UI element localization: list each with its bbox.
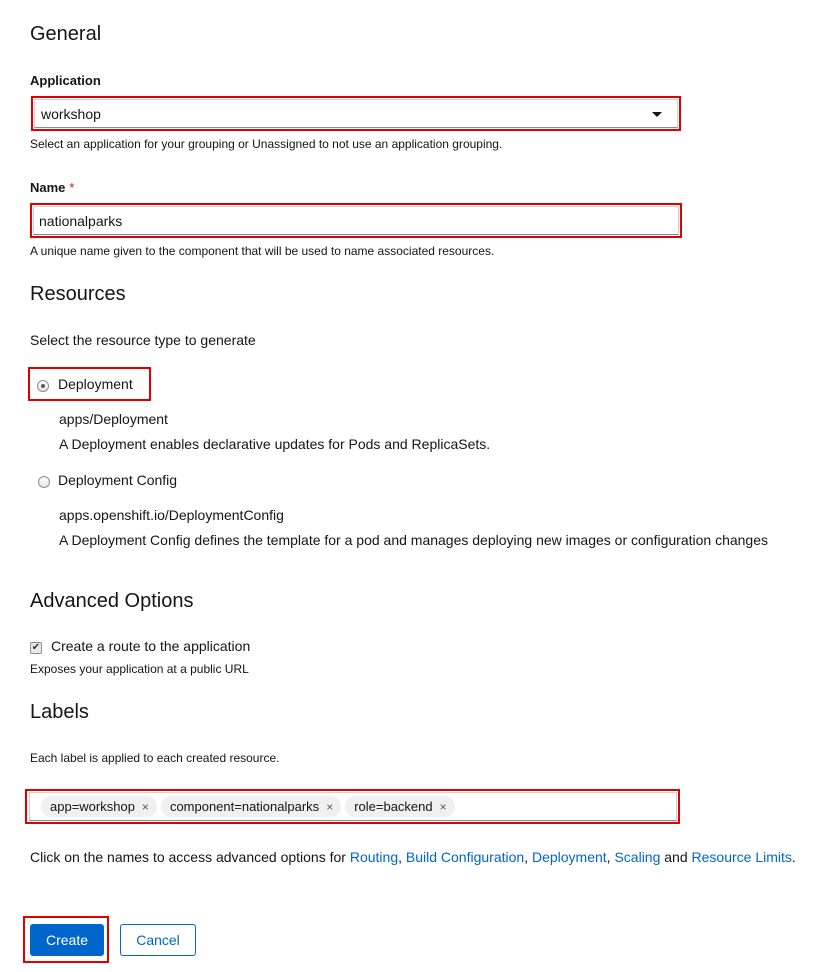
label-chip-text: app=workshop: [50, 799, 135, 814]
section-heading-labels: Labels: [30, 701, 89, 723]
cancel-button[interactable]: Cancel: [120, 924, 196, 956]
radio-deployment-config[interactable]: [38, 476, 50, 488]
application-select-value: workshop: [41, 105, 101, 122]
label-chip-text: component=nationalparks: [169, 799, 320, 814]
required-marker: *: [69, 180, 75, 195]
link-scaling[interactable]: Scaling: [614, 849, 661, 865]
create-button[interactable]: Create: [30, 924, 104, 956]
route-help-text: Exposes your application at a public URL: [30, 662, 249, 676]
close-icon[interactable]: ×: [141, 799, 149, 814]
link-routing[interactable]: Routing: [349, 849, 399, 865]
deployment-description: A Deployment enables declarative updates for Pods and ReplicaSets.: [59, 436, 491, 452]
separator: and: [660, 849, 692, 865]
radio-deployment-label[interactable]: Deployment: [58, 376, 133, 392]
name-label: [30, 180, 74, 195]
labels-help-text: Each label is applied to each created resource.: [30, 751, 280, 765]
separator: ,: [606, 849, 615, 865]
link-resource-limits[interactable]: Resource Limits: [691, 849, 792, 865]
separator: ,: [398, 849, 406, 865]
close-icon[interactable]: ×: [439, 799, 447, 814]
highlight-name: [30, 203, 682, 238]
highlight-deployment: [28, 367, 151, 401]
name-label-text: Name: [30, 180, 66, 195]
label-chip-text: role=backend: [354, 799, 433, 814]
deployment-config-description: A Deployment Config defines the template for a pod and manages deploying new images or configuration changes: [59, 532, 769, 548]
advanced-options-links: [30, 849, 796, 865]
resource-type-prompt: Select the resource type to generate: [30, 332, 256, 348]
application-help-text: Select an application for your grouping or Unassigned to not use an application grouping.: [30, 137, 503, 151]
period: .: [791, 849, 796, 865]
name-input-value: nationalparks: [39, 212, 123, 229]
separator: ,: [524, 849, 532, 865]
radio-deployment-config-label[interactable]: Deployment Config: [58, 472, 178, 488]
advanced-links-prefix: Click on the names to access advanced options for: [30, 849, 350, 865]
deployment-config-api: apps.openshift.io/DeploymentConfig: [59, 507, 284, 523]
section-heading-general: General: [30, 23, 102, 45]
application-label: Application: [30, 73, 101, 88]
checkmark-icon: ✔: [31, 642, 41, 653]
deployment-api: apps/Deployment: [59, 411, 168, 427]
highlight-create: [23, 916, 109, 963]
section-heading-advanced-options: Advanced Options: [30, 590, 194, 612]
section-heading-resources: Resources: [30, 283, 126, 305]
highlight-application: [31, 96, 681, 131]
link-build-configuration[interactable]: Build Configuration: [405, 849, 525, 865]
route-checkbox[interactable]: [30, 642, 42, 654]
name-help-text: A unique name given to the component that will be used to name associated resources.: [30, 244, 495, 258]
link-deployment[interactable]: Deployment: [531, 849, 607, 865]
route-checkbox-label[interactable]: Create a route to the application: [51, 638, 251, 654]
close-icon[interactable]: ×: [326, 799, 334, 814]
highlight-labels: [25, 789, 680, 824]
